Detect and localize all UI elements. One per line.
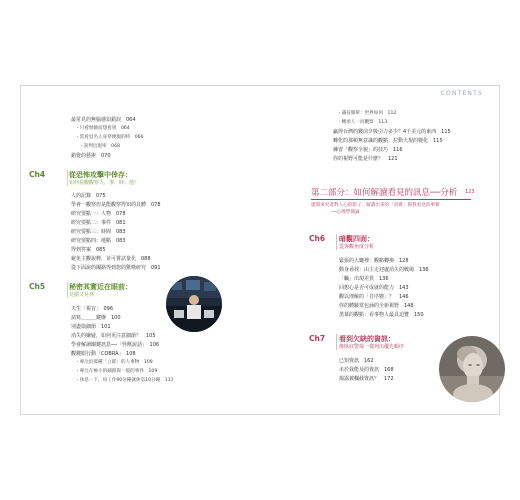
toc-entry: ・只看無臉而想看到 064 bbox=[75, 126, 130, 131]
toc-entry: 觀以理解的「自序變」？ 146 bbox=[339, 294, 409, 300]
toc-entry: 研究要點四：地點 083 bbox=[71, 238, 126, 244]
toc-entry: 動身尋找：由主走迎處消失的戰場 136 bbox=[339, 267, 429, 273]
toc-entry: 研究要點三：時間 083 bbox=[71, 229, 126, 235]
chapter-title: 暗觀四面： bbox=[339, 235, 374, 243]
toc-entry: 未於我能及的資訊 168 bbox=[339, 367, 394, 373]
chapter-rule bbox=[336, 234, 337, 250]
toc-entry: 最常見的無腦感知錯誤 064 bbox=[71, 117, 136, 123]
toc-entry: 研究要點二：事件 081 bbox=[71, 220, 126, 226]
statue-photo bbox=[439, 336, 505, 402]
office-photo bbox=[166, 276, 222, 332]
chapter-title: 秘密其實近在眼前： bbox=[69, 283, 132, 291]
chapter-title: 從恐怖攻擊中倖存： bbox=[69, 171, 132, 179]
toc-entry: 天生「視盲」 096 bbox=[71, 306, 114, 312]
chapter-rule bbox=[336, 334, 337, 350]
toc-entry: 揭露被欄截資訊？ 172 bbox=[339, 376, 394, 382]
toc-entry: 請寫＿＿＿鍵盤 100 bbox=[71, 315, 121, 321]
toc-entry: ・識盲簡單：世界如何 112 bbox=[337, 111, 397, 116]
toc-entry: 別盡篇細節 101 bbox=[71, 324, 111, 330]
toc-entry: 回想心是否可成就的能力 143 bbox=[339, 285, 409, 291]
toc-entry: ・專注於那種「立即」的人事物 109 bbox=[75, 360, 153, 365]
toc-entry: 贏得台灣的錢前夕吸引力多少？4千美元的東西 115 bbox=[333, 129, 451, 135]
toc-entry: ・轉承人一同觀察 113 bbox=[337, 120, 388, 125]
toc-entry: 緊張的大廳裡：觀點轉換 128 bbox=[339, 258, 409, 264]
toc-entry: ・當看見名人身穿便服的時 066 bbox=[75, 135, 144, 140]
part-description: ──心理學簡論 bbox=[331, 210, 360, 215]
contents-label: CONTENTS bbox=[440, 90, 483, 97]
part-page: 123 bbox=[465, 189, 475, 195]
toc-entry: ・休息一下，每工作90分鐘就休息10分鐘 111 bbox=[75, 378, 174, 383]
toc-entry: 從下面說的國路得到您的驚嘆研究 091 bbox=[71, 265, 161, 271]
chapter-number: Ch4 bbox=[29, 170, 46, 179]
toc-entry: 學會一觀察但是能觀察得知的具體 078 bbox=[71, 202, 161, 208]
toc-entry: ・專注在極小的細節與一般的事件 109 bbox=[75, 369, 158, 374]
chapter-subtitle: 從客觀角度分析 bbox=[339, 244, 375, 250]
toc-entry: 研究要點一：人物 078 bbox=[71, 211, 126, 217]
toc-entry: 得到答案 085 bbox=[71, 247, 106, 253]
toc-entry: 學會解讀關鍵訊息──「怪獸說話」 106 bbox=[71, 342, 160, 348]
chapter-subtitle: 如何看觀觀察人、事、時、地？ bbox=[69, 180, 140, 186]
part-title: 第二部分：如何解讀看見的訊息──分析 bbox=[311, 188, 458, 198]
toc-entry: 你的體驗常包涵的全新視野 148 bbox=[339, 303, 414, 309]
toc-entry: 消失的嫌疑，如何更注意細節？ 105 bbox=[71, 333, 156, 339]
toc-entry: 錯覺的藝術 070 bbox=[71, 153, 111, 159]
toc-entry: 避免主觀說釋，並可嘗試量化 088 bbox=[71, 256, 151, 262]
chapter-number: Ch5 bbox=[29, 282, 46, 291]
book-spread bbox=[20, 85, 500, 415]
chapter-number: Ch7 bbox=[309, 334, 326, 343]
chapter-title: 看到欠缺的資訊： bbox=[339, 335, 395, 343]
part-description: 提問來究者對人心的影子，解讀出來的「真實」與我看見的事實 bbox=[311, 203, 440, 208]
toc-entry: 你的視野可能是什麼？ 121 bbox=[333, 156, 398, 162]
chapter-rule bbox=[67, 170, 68, 186]
chapter-number: Ch6 bbox=[309, 234, 326, 243]
chapter-subtitle: 像臥底警探一樣列出優先順序 bbox=[339, 344, 405, 350]
toc-entry: ・誤判出現率 068 bbox=[79, 144, 120, 149]
chapter-rule bbox=[67, 282, 68, 298]
toc-entry: 已知資訊 162 bbox=[339, 358, 374, 364]
part-rule bbox=[311, 199, 471, 200]
toc-entry: 轉化的那頓無意識的觀點，拉動大規的變化 115 bbox=[333, 138, 443, 144]
toc-entry: 練習「觀察全貌」的技巧 116 bbox=[333, 147, 403, 153]
toc-entry: 「矚」出現差異 136 bbox=[339, 276, 389, 282]
toc-entry: 人的記錄 075 bbox=[71, 193, 106, 199]
chapter-subtitle: 見樹又見林 bbox=[69, 292, 95, 298]
toc-entry: 觀鍵眼行動「COBRA」 108 bbox=[71, 351, 136, 357]
toc-entry: 黑幕的觀點：看事物人最具迫覽 150 bbox=[339, 312, 424, 318]
